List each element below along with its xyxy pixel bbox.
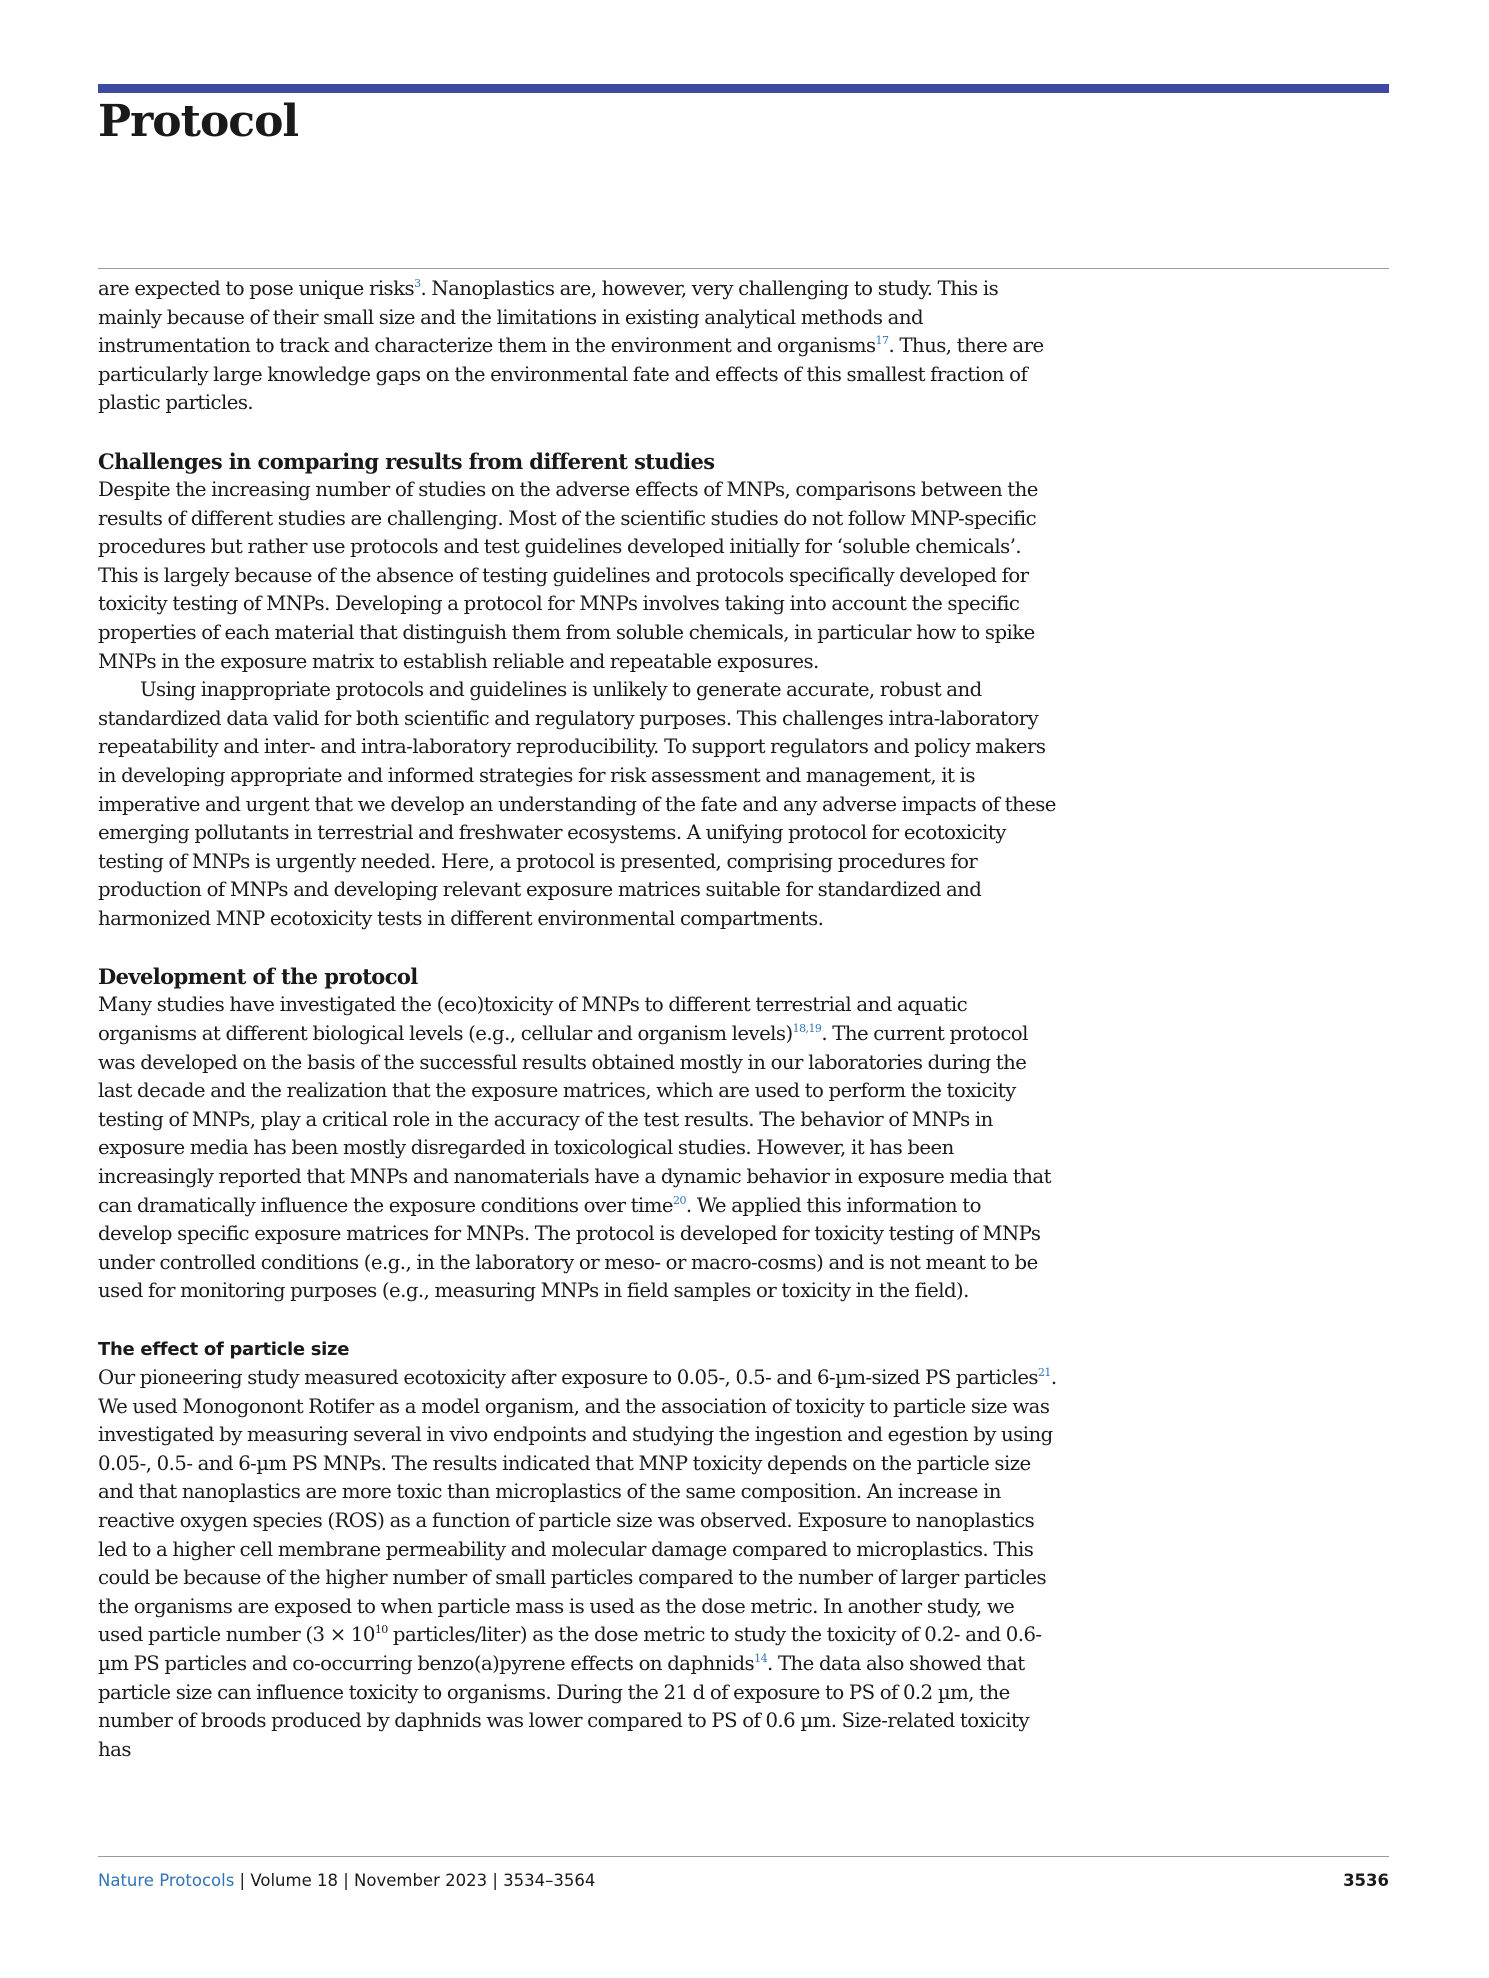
footer-volume: Volume 18: [250, 1871, 338, 1890]
footer-separator: |: [487, 1871, 504, 1890]
article-type-title: Protocol: [98, 96, 299, 147]
text-run: . The data also showed that particle size can influence toxicity to organisms. During the 21 d of exposure to PS of 0.2 µm, the number of broods produced by daphnids was lower compared to PS of 0.6 µm. Size-related toxicity has: [98, 1651, 1030, 1761]
subsection-heading-particle-size: The effect of particle size: [98, 1339, 350, 1360]
footer-divider: [98, 1856, 1389, 1857]
header-divider: [98, 268, 1389, 269]
exponent: 10: [374, 1623, 388, 1637]
footer-separator: |: [337, 1871, 355, 1890]
body-paragraph-4: [98, 991, 1058, 1306]
body-paragraph-2: Despite the increasing number of studies on the adverse effects of MNPs, comparisons between the results of different studies are challenging. Most of the scientific studies do not follow MNP-specific procedures but rather use protocols and test guidelines developed initially for ‘soluble chemicals’. This is largely because of the absence of testing guidelines and protocols specifically developed for toxicity testing of MNPs. Developing a protocol for MNPs involves taking into account the specific properties of each material that distinguish them from soluble chemicals, in particular how to spike MNPs in the exposure matrix to establish reliable and repeatable exposures.: [98, 477, 1038, 673]
reference-link[interactable]: 3: [414, 277, 421, 290]
footer-separator: |: [234, 1871, 251, 1890]
body-paragraph-1: [98, 275, 1058, 418]
text-run: Our pioneering study measured ecotoxicity after exposure to 0.05-, 0.5- and 6-µm-sized PS particles: [98, 1366, 1038, 1389]
page-number: 3536: [1343, 1871, 1389, 1890]
text-run: . We applied this information to develop specific exposure matrices for MNPs. The protocol is developed for toxicity testing of MNPs under controlled conditions (e.g., in the laboratory or meso- or macro-cosms) and is not meant to be used for monitoring purposes (e.g., measuring MNPs in field samples or toxicity in the field).: [98, 1193, 1041, 1303]
article-body: [98, 275, 1058, 1764]
text-run: Many studies have investigated the (eco)toxicity of MNPs to different terrestrial and aquatic organisms at different biological levels (e.g., cellular and organism levels): [98, 993, 968, 1046]
text-run: . Nanoplastics are, however, very challenging to study. This is mainly because of their small size and the limitations in existing analytical methods and instrumentation to track and characterize them in the environment and organisms: [98, 277, 999, 358]
text-run: . Thus, there are particularly large knowledge gaps on the environmental fate and effects of this smallest fraction of plastic particles.: [98, 334, 1044, 415]
section-heading-challenges: Challenges in comparing results from different studies: [98, 448, 715, 474]
footer-date: November 2023: [354, 1871, 488, 1890]
footer-page-range: 3534–3564: [503, 1871, 596, 1890]
reference-link[interactable]: 20: [673, 1193, 686, 1207]
reference-link[interactable]: 17: [875, 334, 889, 348]
text-run: . We used Monogonont Rotifer as a model organism, and the association of toxicity to particle size was investigated by measuring several in vivo endpoints and studying the ingestion and egestion by using 0.05-, 0.5- and 6-µm PS MNPs. The results indicated that MNP toxicity depends on the particle size and that nanoplastics are more toxic than microplastics of the same composition. An increase in reactive oxygen species (ROS) as a function of particle size was observed. Exposure to nanoplastics led to a higher cell membrane permeability and molecular damage compared to microplastics. This could be because of the higher number of small particles compared to the number of larger particles the organisms are exposed to when particle mass is used as the dose metric. In another study, we used particle number (3 × 10: [98, 1366, 1057, 1647]
reference-link[interactable]: 21: [1037, 1366, 1051, 1379]
text-run: . The current protocol was developed on the basis of the successful results obtained mostly in our laboratories during the last decade and the realization that the exposure matrices, which are used to perform the toxicity testing of MNPs, play a critical role in the accuracy of the test results. The behavior of MNPs in exposure media has been mostly disregarded in toxicological studies. However, it has been increasingly reported that MNPs and nanomaterials have a dynamic behavior in exposure media that can dramatically influence the exposure conditions over time: [98, 1022, 1051, 1217]
text-run: are expected to pose unique risks: [98, 277, 415, 300]
page-footer: [98, 1866, 1389, 1896]
section-heading-development: Development of the protocol: [98, 964, 418, 990]
reference-link[interactable]: 18,19: [792, 1022, 822, 1036]
header-accent-rule: [98, 84, 1389, 93]
journal-name-link[interactable]: Nature Protocols: [98, 1871, 235, 1890]
text-run: particles/liter) as the dose metric to study the toxicity of 0.2- and 0.6-µm PS particles and co-occurring benzo(a)pyrene effects on daphnids: [98, 1623, 1042, 1675]
body-paragraph-3: Using inappropriate protocols and guidelines is unlikely to generate accurate, robust and standardized data valid for both scientific and regulatory purposes. This challenges intra-laboratory repeatability and inter- and intra-laboratory reproducibility. To support regulators and policy makers in developing appropriate and informed strategies for risk assessment and management, it is imperative and urgent that we develop an understanding of the fate and any adverse impacts of these emerging pollutants in terrestrial and freshwater ecosystems. A unifying protocol for ecotoxicity testing of MNPs is urgently needed. Here, a protocol is presented, comprising procedures for production of MNPs and developing relevant exposure matrices suitable for standardized and harmonized MNP ecotoxicity tests in different environmental compartments.: [98, 678, 1056, 930]
reference-link[interactable]: 14: [754, 1651, 768, 1665]
body-paragraph-5: [98, 1364, 1058, 1764]
